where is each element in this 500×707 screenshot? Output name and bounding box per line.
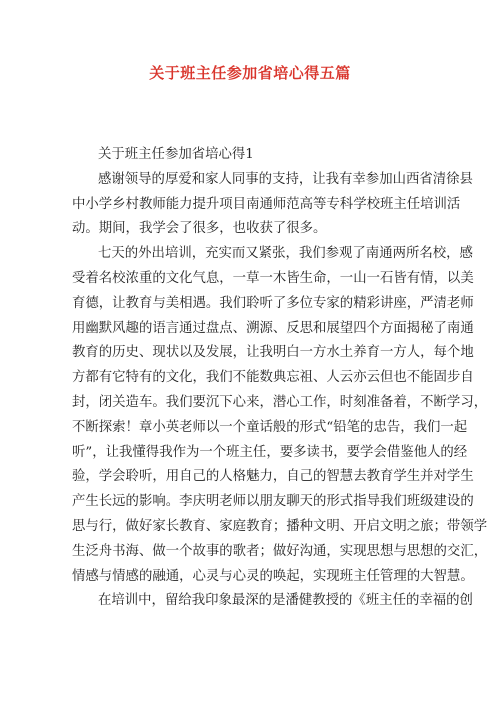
paragraph-line: 生泛舟书海、做一个故事的歌者；做好沟通，实现思想与思想的交汇，	[72, 543, 488, 559]
paragraph-line: 中小学乡村教师能力提升项目南通师范高等专科学校班主任培训活	[72, 196, 461, 212]
paragraph-line: 感谢领导的厚爱和家人同事的支持，让我有幸参加山西省清徐县	[98, 171, 473, 187]
paragraph-line: 在培训中，留给我印象最深的是潘健教授的《班主任的幸福的创	[98, 593, 473, 609]
paragraph-line: 封，闭关造车。我们要沉下心来，潜心工作，时刻准备着，不断学习，	[72, 394, 488, 410]
paragraph-line: 情感与情感的融通，心灵与心灵的唤起，实现班主任管理的大智慧。	[72, 568, 474, 584]
paragraph-line: 思与行，做好家长教育、家庭教育；播种文明、开启文明之旅；带领学	[72, 518, 488, 534]
paragraph-line: 受着名校浓重的文化气息，一草一木皆生命，一山一石皆有情，以美	[72, 270, 474, 286]
paragraph-line: 验，学会聆听，用自己的人格魅力，自己的智慧去教育学生并对学生	[72, 469, 474, 485]
document-body	[72, 143, 488, 614]
paragraph-line: 方都有它特有的文化，我们不能数典忘祖、人云亦云但也不能固步自	[72, 370, 474, 386]
section-heading: 关于班主任参加省培心得1	[98, 147, 254, 162]
paragraph-line: 不断探索！章小英老师以一个童话般的形式“铅笔的忠告，我们一起	[72, 419, 468, 435]
paragraph-line: 七天的外出培训，充实而又紧张，我们参观了南通两所名校，感	[98, 246, 473, 262]
paragraph-line: 动。期间，我学会了很多，也收获了很多。	[72, 221, 327, 237]
paragraph-line: 听”，让我懂得我作为一个班主任，要多读书，要学会借鉴他人的经	[72, 444, 468, 460]
paragraph-line: 用幽默风趣的语言通过盘点、溯源、反思和展望四个方面揭秘了南通	[72, 320, 474, 336]
paragraph-line: 育德，让教育与美相遇。我们聆听了多位专家的精彩讲座，严清老师	[72, 295, 474, 311]
paragraph-line: 教育的历史、现状以及发展，让我明白一方水土养育一方人，每个地	[72, 345, 474, 361]
paragraph-line: 产生长远的影响。李庆明老师以朋友聊天的形式指导我们班级建设的	[72, 494, 474, 510]
document-title: 关于班主任参加省培心得五篇	[149, 64, 351, 82]
